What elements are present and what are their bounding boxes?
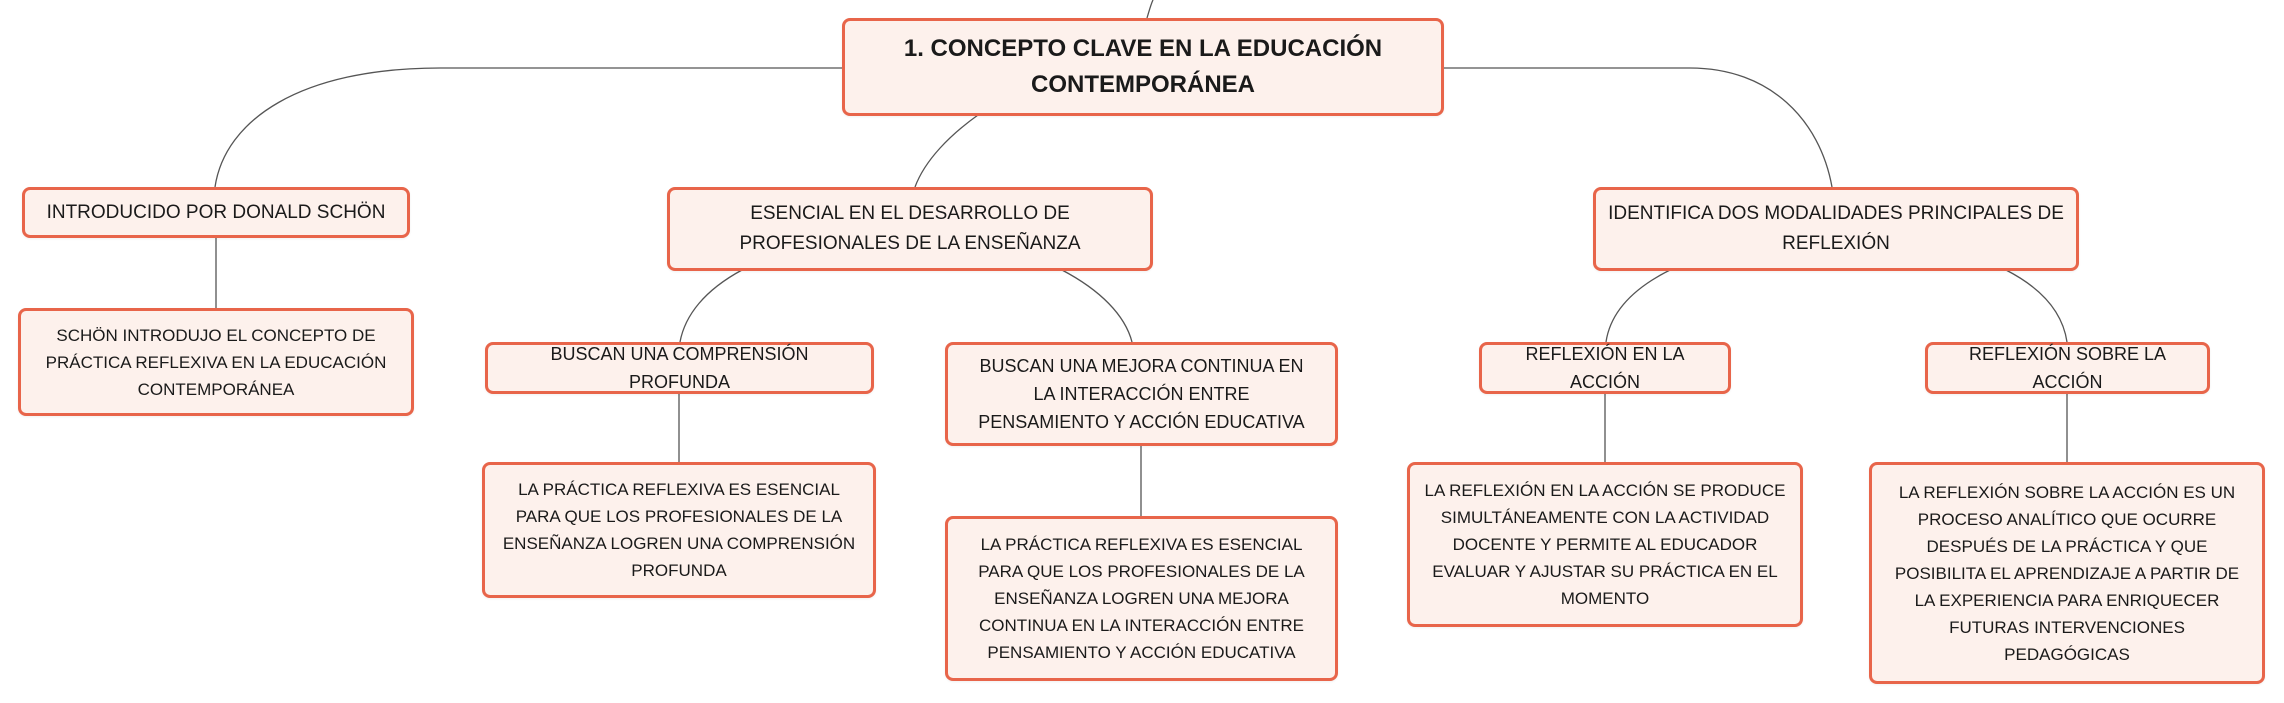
detail-node-label: SCHÖN INTRODUJO EL CONCEPTO DE PRÁCTICA REFLEXIVA EN LA EDUCACIÓN CONTEMPORÁNEA	[45, 325, 387, 399]
detail-node-label: LA REFLEXIÓN SOBRE LA ACCIÓN ES UN PROCESO ANALÍTICO QUE OCURRE DESPUÉS DE LA PRÁCTICA Y QUE POSIBILITA EL APRENDIZAJE A PARTIR DE LA EXPERIENCIA PARA ENRIQUECER FUTURAS INTERVENCIONES PEDAGÓGICAS	[1894, 482, 2240, 664]
connector-line	[1444, 68, 1832, 187]
detail-node-reflexion-en-accion[interactable]	[1407, 462, 1803, 627]
connector-line	[1147, 0, 1153, 18]
connector-line	[915, 115, 978, 187]
branch-node-desarrollo[interactable]	[667, 187, 1153, 271]
subnode-label: BUSCAN UNA MEJORA CONTINUA EN LA INTERACCIÓN ENTRE PENSAMIENTO Y ACCIÓN EDUCATIVA	[978, 356, 1305, 432]
subnode-reflexion-sobre-accion[interactable]	[1925, 342, 2210, 394]
detail-node-label: LA REFLEXIÓN EN LA ACCIÓN SE PRODUCE SIMULTÁNEAMENTE CON LA ACTIVIDAD DOCENTE Y PERMITE AL EDUCADOR EVALUAR Y AJUSTAR SU PRÁCTICA EN EL MOMENTO	[1424, 481, 1786, 608]
detail-node-comprension[interactable]	[482, 462, 876, 598]
subnode-mejora[interactable]	[945, 342, 1338, 446]
connector-line	[680, 270, 742, 342]
branch-node-label: IDENTIFICA DOS MODALIDADES PRINCIPALES DE REFLEXIÓN	[1608, 203, 2064, 254]
connector-line	[1606, 270, 1670, 342]
connector-line	[215, 68, 842, 187]
subnode-comprension[interactable]	[485, 342, 874, 394]
subnode-reflexion-en-accion[interactable]	[1479, 342, 1731, 394]
subnode-label: REFLEXIÓN EN LA ACCIÓN	[1525, 344, 1685, 392]
subnode-label: BUSCAN UNA COMPRENSIÓN PROFUNDA	[550, 344, 809, 392]
detail-node-reflexion-sobre-accion[interactable]	[1869, 462, 2265, 684]
root-node[interactable]	[842, 18, 1444, 116]
detail-node-label: LA PRÁCTICA REFLEXIVA ES ESENCIAL PARA QUE LOS PROFESIONALES DE LA ENSEÑANZA LOGREN UNA MEJORA CONTINUA EN LA INTERACCIÓN ENTRE PENSAMIENTO Y ACCIÓN EDUCATIVA	[978, 535, 1305, 662]
connector-line	[2006, 270, 2067, 342]
connector-line	[1062, 270, 1132, 342]
branch-node-schon[interactable]	[22, 187, 410, 238]
branch-node-label: INTRODUCIDO POR DONALD SCHÖN	[46, 201, 386, 223]
detail-node-mejora[interactable]	[945, 516, 1338, 681]
detail-node-label: LA PRÁCTICA REFLEXIVA ES ESENCIAL PARA QUE LOS PROFESIONALES DE LA ENSEÑANZA LOGREN UNA COMPRENSIÓN PROFUNDA	[502, 480, 856, 580]
root-node-label: 1. CONCEPTO CLAVE EN LA EDUCACIÓN CONTEMPORÁNEA	[903, 35, 1383, 98]
detail-node-schon[interactable]	[18, 308, 414, 416]
subnode-label: REFLEXIÓN SOBRE LA ACCIÓN	[1968, 344, 2167, 392]
branch-node-label: ESENCIAL EN EL DESARROLLO DE PROFESIONALES DE LA ENSEÑANZA	[739, 203, 1081, 254]
branch-node-modalidades[interactable]	[1593, 187, 2079, 271]
